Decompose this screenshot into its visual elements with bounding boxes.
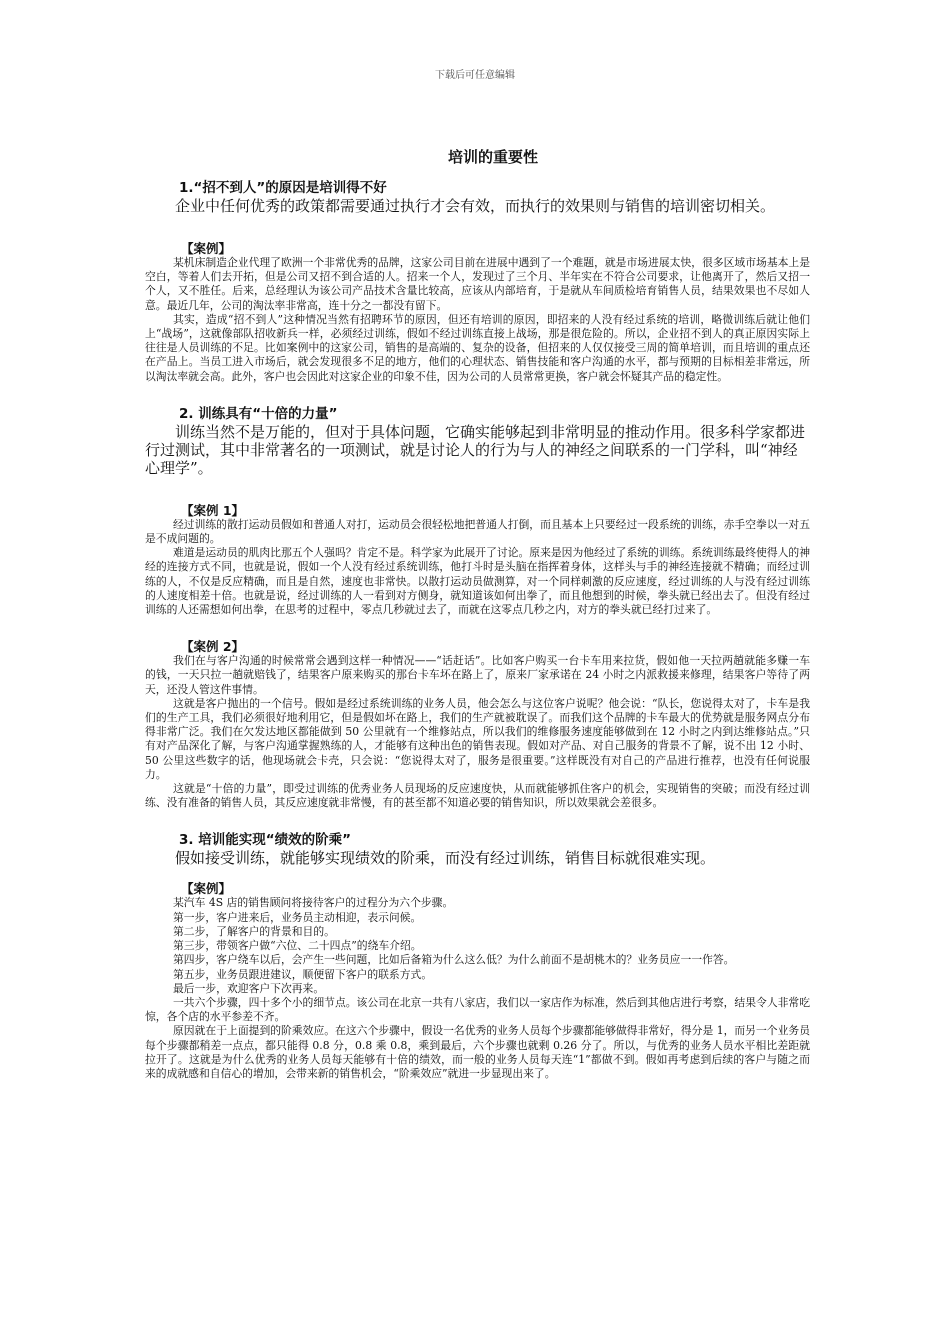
- section-2-lead: 训练当然不是万能的，但对于具体问题，它确实能够起到非常明显的推动作用。很多科学家都进行过测试，其中非常著名的一项测试，就是讨论人的行为与人的神经之间联系的一门学科，叫“神经心理学”。: [145, 422, 806, 477]
- section-2-case-1-paragraph-1: 经过训练的散打运动员假如和普通人对打，运动员会很轻松地把普通人打倒，而且基本上只要经过一段系统的训练，赤手空拳以一对五是不成问题的。: [145, 517, 811, 546]
- document-body: [145, 180, 810, 1081]
- section-3-line-5: 第四步，客户绕车以后，会产生一些问题，比如后备箱为什么这么低？为什么前面不是胡桃木的？业务员应一一作答。: [173, 953, 735, 967]
- section-1-paragraph-2: 其实，造成“招不到人”这种情况当然有招聘环节的原因，但还有培训的原因，即招来的人没有经过系统的培训，略微训练后就让他们上“战场”，这就像部队招收新兵一样，必须经过训练，假如不经过训练直接上战场，那是很危险的。所以，企业招不到人的真正原因实际上往往是人员训练的不足。比如案例中的这家公司，销售的是高端的、复杂的设备，但招来的人仅仅接受三周的简单培训，而且培训的重点还在产品上。当员工进入市场后，就会发现很多不足的地方，他们的心理状态、销售技能和客户沟通的水平，都与预期的目标相差非常远，所以淘汰率就会高。此外，客户也会因此对这家企业的印象不佳，因为公司的人员常常更换，客户就会怀疑其产品的稳定性。: [145, 312, 810, 383]
- section-1-heading: 1.“招不到人”的原因是培训得不好: [179, 180, 387, 196]
- section-3-line-1: 某汽车 4S 店的销售顾问将接待客户的过程分为六个步骤。: [173, 896, 454, 910]
- section-3-line-7: 最后一步，欢迎客户下次再来。: [173, 981, 325, 995]
- section-2-case-1-paragraph-2: 难道是运动员的肌肉比那五个人强吗？肯定不是。科学家为此展开了讨论。原来是因为他经过了系统的训练。系统训练最终使得人的神经的连接方式不同，也就是说，假如一个人没有经过系统训练，他打斗时是头脑在指挥着身体，这样头与手的神经连接就不精确；而经过训练的人，不仅是反应精确，而且是自然，速度也非常快。以散打运动员做测算，对一个同样刺激的反应速度，经过训练的人与没有经过训练的人速度相差十倍。也就是说，经过训练的人一看到对方侧身，就知道该如何出拳了，而且他想到的时候，拳头就已经出去了。但没有经过训练的人还需想如何出拳，在思考的过程中，零点几秒就过去了，而就在这零点几秒之内，对方的拳头就已经打过来了。: [145, 546, 811, 617]
- section-3-line-2: 第一步，客户进来后，业务员主动相迎，表示问候。: [173, 910, 422, 924]
- section-3-line-8: 一共六个步骤，四十多个小的细节点。该公司在北京一共有八家店，我们以一家店作为标准，然后到其他店进行考察，结果令人非常吃惊，各个店的水平参差不齐。: [145, 995, 811, 1024]
- section-3-heading: 3. 培训能实现“绩效的阶乘”: [179, 832, 351, 849]
- page-header: 下载后可任意编辑: [435, 70, 515, 81]
- section-1-paragraph-1: 某机床制造企业代理了欧洲一个非常优秀的品牌，这家公司目前在进展中遇到了一个难题，就是市场进展太快，很多区域市场基本上是空白，等着人们去开拓，但是公司又招不到合适的人。招来一个人，发现过了三个月、半年实在不符合公司要求，让他离开了，然后又招一个人，又不胜任。后来，总经理认为该公司产品技术含量比较高，应该从内部培育，于是就从车间质检培育销售人员，结果效果也不尽如人意。最近几年，公司的淘汰率非常高，连十分之一都没有留下。: [145, 256, 811, 312]
- section-3-lead: 假如接受训练，就能够实现绩效的阶乘，而没有经过训练，销售目标就很难实现。: [175, 849, 716, 868]
- page-title: 培训的重要性: [447, 148, 538, 166]
- section-2-heading: 2. 训练具有“十倍的力量”: [179, 405, 338, 422]
- section-3-case-label: 【案例】: [181, 881, 232, 897]
- section-2-case-2-label: 【案例 2】: [181, 639, 245, 655]
- section-3-line-9: 原因就在于上面提到的阶乘效应。在这六个步骤中，假设一名优秀的业务人员每个步骤都能够做得非常好，得分是 1，而另一个业务员每个步骤都稍差一点点，都只能得 0.8 分，0.8 乘 0.8，乘到最后，六个步骤也就剩 0.26 分了。所以，与优秀的业务人员水平相比差距就拉开了。这就是为什么优秀的业务人员每天能够有十倍的绩效，而一般的业务人员每天连“1”都做不到。假如再考虑到后续的客户与随之而来的成就感和自信心的增加，会带来新的销售机会，“阶乘效应”就进一步显现出来了。: [145, 1024, 810, 1080]
- section-2-case-2-paragraph-1: 我们在与客户沟通的时候常常会遇到这样一种情况——“话赶话”。比如客户购买一台卡车用来拉货，假如他一天拉两趟就能多赚一车的钱，一天只拉一趟就赔钱了，结果客户原来购买的那台卡车坏在路上了，原来厂家承诺在 24 小时之内派救援来修理，结果客户等待了两天，还没人管这件事情。: [145, 654, 810, 696]
- section-2-case-2-paragraph-2: 这就是客户抛出的一个信号。假如是经过系统训练的业务人员，他会怎么与这位客户说呢？他会说：“队长，您说得太对了，卡车是我们的生产工具，我们必须很好地利用它，但是假如坏在路上，我们的生产就被耽误了。而我们这个品牌的卡车最大的优势就是服务网点分布得非常广泛。我们在欠发达地区都能做到 50 公里就有一个维修站点，所以我们的维修服务速度能够做到在 12 小时之内到达维修站点。”只有对产品深化了解，与客户沟通掌握熟练的人，才能够有这种出色的销售表现。假如对产品、对自己服务的背景不了解，说不出 12 小时、50 公里这些数字的话，他现场就会卡壳，只会说：“您说得太对了，服务是很重要。”这样既没有对自己的产品进行推荐，也没有任何说服力。: [145, 696, 810, 781]
- section-1-lead: 企业中任何优秀的政策都需要通过执行才会有效，而执行的效果则与销售的培训密切相关。: [175, 197, 776, 215]
- section-2-case-1-label: 【案例 1】: [181, 502, 245, 518]
- section-3-line-4: 第三步，带领客户做“六位、二十四点”的绕车介绍。: [173, 939, 422, 953]
- section-3-line-6: 第五步，业务员跟进建议，顺便留下客户的联系方式。: [173, 967, 433, 981]
- section-3-line-3: 第二步，了解客户的背景和目的。: [173, 924, 335, 938]
- section-2-case-2-paragraph-3: 这就是“十倍的力量”，即受过训练的优秀业务人员现场的反应速度快，从而就能够抓住客户的机会，实现销售的突破；而没有经过训练、没有准备的销售人员，其反应速度就非常慢，有的甚至都不知道必要的销售知识，所以效果就会差很多。: [145, 782, 810, 810]
- section-1-case-label: 【案例】: [181, 241, 232, 256]
